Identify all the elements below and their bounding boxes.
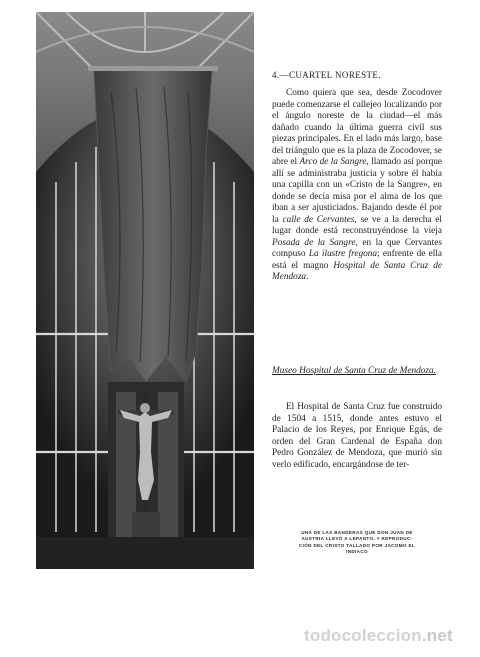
paragraph-text: ; enfrente de ella está el magno <box>272 249 442 271</box>
watermark-logo <box>304 626 453 646</box>
paragraph-text: Como quiera que sea, desde Zocodover puede comenzarse el callejeo localizando por el ángulo noreste de la ciudad—el más dañado cuando la última guerra civil sus piezas principales. En el lado más largo, base del triángulo que es la plaza de Zocodover, se abre el <box>272 88 442 167</box>
paragraph-hospital: El Hospital de Santa Cruz fue construido de 1504 a 1515, donde antes estuvo el Palacio de los Reyes, por Enrique Egás, de orden del Gran Cardenal de España don Pedro González de Mendoza, que murió sin verlo edificado, encargándose de ter- <box>272 402 442 470</box>
italic-term: calle de Cervantes <box>282 214 355 225</box>
caption-line: INDIACO <box>346 549 368 555</box>
paragraph-text: . <box>306 272 309 282</box>
museum-subheading: Museo Hospital de Santa Cruz de Mendoza. <box>272 366 436 376</box>
italic-term: Arco de la Sangre <box>299 157 367 167</box>
watermark-suffix: .net <box>421 626 453 645</box>
paragraph-text: , llamado así porque allí se administraba justicia y sobre él había una capilla con un «Cristo de la Sangre», en donde se decía misa por el alma de los que iban a ser ajusticiados. Bajando desde él por la <box>272 157 442 225</box>
italic-term: Posada de la Sangre <box>272 237 356 248</box>
photo-caption <box>268 530 446 556</box>
banner-photo <box>36 12 254 569</box>
caption-line: UNA DE LAS BANDERAS QUE DON JUAN DE <box>301 530 413 535</box>
italic-term: Hospital de Santa Cruz de Mendoza <box>272 260 442 282</box>
paragraph-text: , en la que Cervantes compuso <box>272 237 442 259</box>
paragraph-cuartel-noreste <box>272 88 442 284</box>
watermark-text: todocoleccion <box>304 626 422 645</box>
banner-photo-image <box>36 12 254 569</box>
paragraph-text: , se ve a la derecha el lugar donde está reconstruyéndose la vieja <box>272 214 443 236</box>
caption-line: CIÓN DEL CRISTO TALLADO POR JACOMO EL <box>298 542 416 548</box>
caption-line: AUSTRIA LLEVÓ A LEPANTO, Y REPRODUC- <box>301 536 413 542</box>
italic-term: La ilustre fregona <box>308 249 378 259</box>
section-heading: 4.—CUARTEL NORESTE. <box>272 70 381 80</box>
